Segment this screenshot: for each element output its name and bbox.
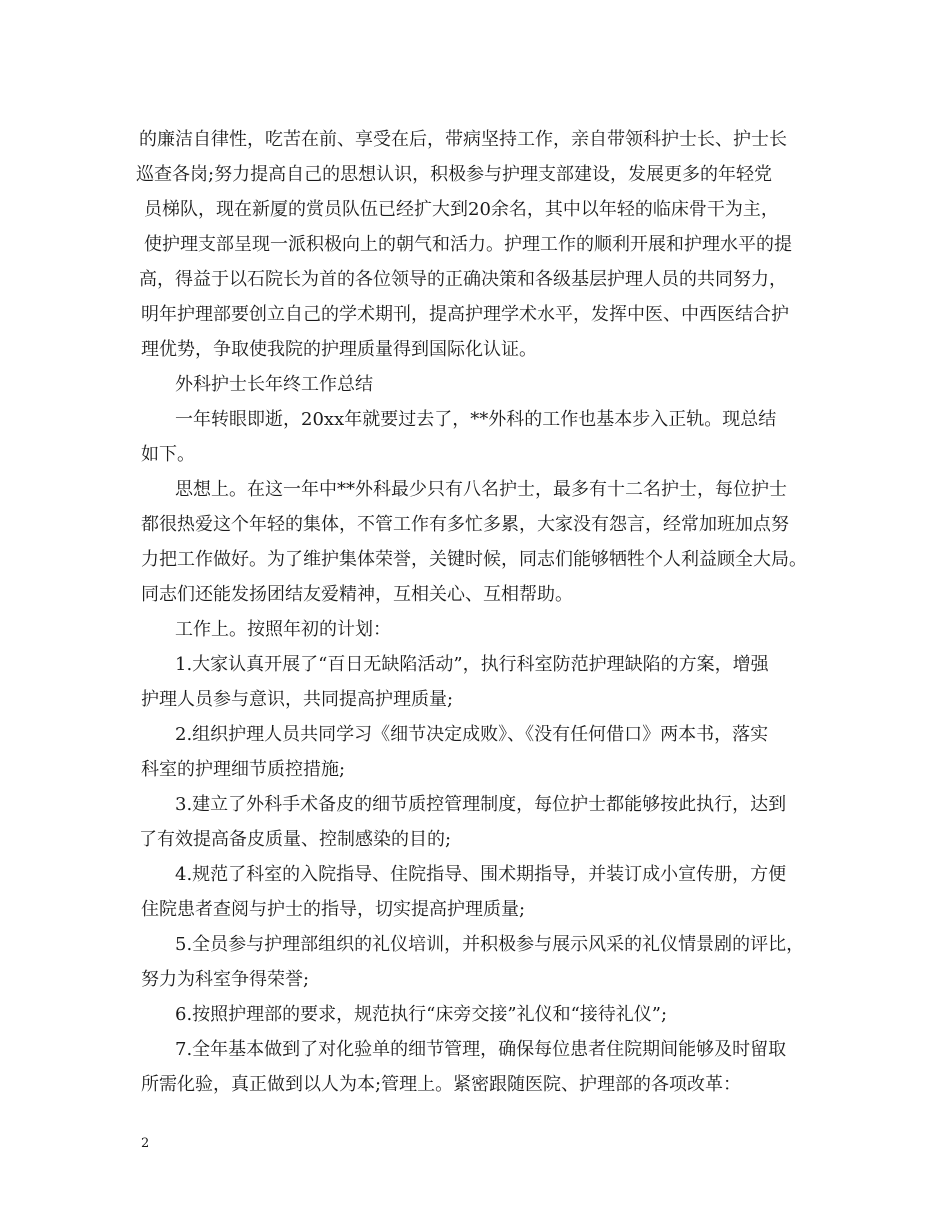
page-number: 2 [141, 1136, 150, 1151]
text-line: 护理人员参与意识，共同提高护理质量; [141, 689, 454, 710]
text-line: 7.全年基本做到了对化验单的细节管理，确保每位患者住院期间能够及时留取 [175, 1039, 787, 1060]
text-line: 使护理支部呈现一派积极向上的朝气和活力。护理工作的顺利开展和护理水平的提 [144, 234, 792, 255]
text-line: 高，得益于以石院长为首的各位领导的正确决策和各级基层护理人员的共同努力， [139, 269, 787, 290]
text-line: 理优势，争取使我院的护理质量得到国际化认证。 [141, 339, 537, 360]
text-line: 了有效提高备皮质量、控制感染的目的; [139, 829, 452, 850]
text-line: 一年转眼即逝，20xx年就要过去了，**外科的工作也基本步入正轨。现总结 [175, 409, 777, 430]
text-line: 同志们还能发扬团结友爱精神，互相关心、互相帮助。 [141, 584, 573, 605]
text-line: 外科护士长年终工作总结 [175, 374, 373, 395]
text-line: 明年护理部要创立自己的学术期刊，提高护理学术水平，发挥中医、中西医结合护 [141, 304, 789, 325]
text-line: 如下。 [141, 444, 195, 465]
text-line: 1.大家认真开展了“百日无缺陷活动”，执行科室防范护理缺陷的方案，增强 [175, 654, 769, 675]
text-line: 科室的护理细节质控措施; [141, 759, 346, 780]
text-line: 住院患者查阅与护士的指导，切实提高护理质量; [141, 899, 526, 920]
text-line: 巡查各岗;努力提高自己的思想认识，积极参与护理支部建设，发展更多的年轻党 [136, 164, 773, 185]
text-line: 工作上。按照年初的计划： [175, 619, 391, 640]
text-line: 5.全员参与护理部组织的礼仪培训，并积极参与展示风采的礼仪情景剧的评比， [175, 934, 805, 955]
text-line: 思想上。在这一年中**外科最少只有八名护士，最多有十二名护士，每位护士 [175, 479, 787, 500]
text-line: 所需化验，真正做到以人为本;管理上。紧密跟随医院、护理部的各项改革： [141, 1074, 742, 1095]
text-line: 3.建立了外科手术备皮的细节质控管理制度，每位护士都能够按此执行，达到 [175, 794, 787, 815]
text-line: 都很热爱这个年轻的集体，不管工作有多忙多累，大家没有怨言，经常加班加点努 [141, 514, 789, 535]
text-line: 4.规范了科室的入院指导、住院指导、围术期指导，并装订成小宣传册，方便 [175, 864, 787, 885]
text-line: 2.组织护理人员共同学习《细节决定成败》、《没有任何借口》两本书，落实 [175, 724, 769, 745]
text-line: 努力为科室争得荣誉; [141, 969, 310, 990]
text-line: 员梯队，现在新厦的赏员队伍已经扩大到20余名，其中以年轻的临床骨干为主， [144, 199, 779, 220]
text-line: 6.按照护理部的要求，规范执行“床旁交接”礼仪和“接待礼仪”; [175, 1004, 668, 1025]
text-line: 的廉洁自律性，吃苦在前、享受在后，带病坚持工作，亲自带领科护士长、护士长 [139, 129, 787, 150]
text-line: 力把工作做好。为了维护集体荣誉，关键时候，同志们能够牺牲个人利益顾全大局。 [141, 549, 807, 570]
